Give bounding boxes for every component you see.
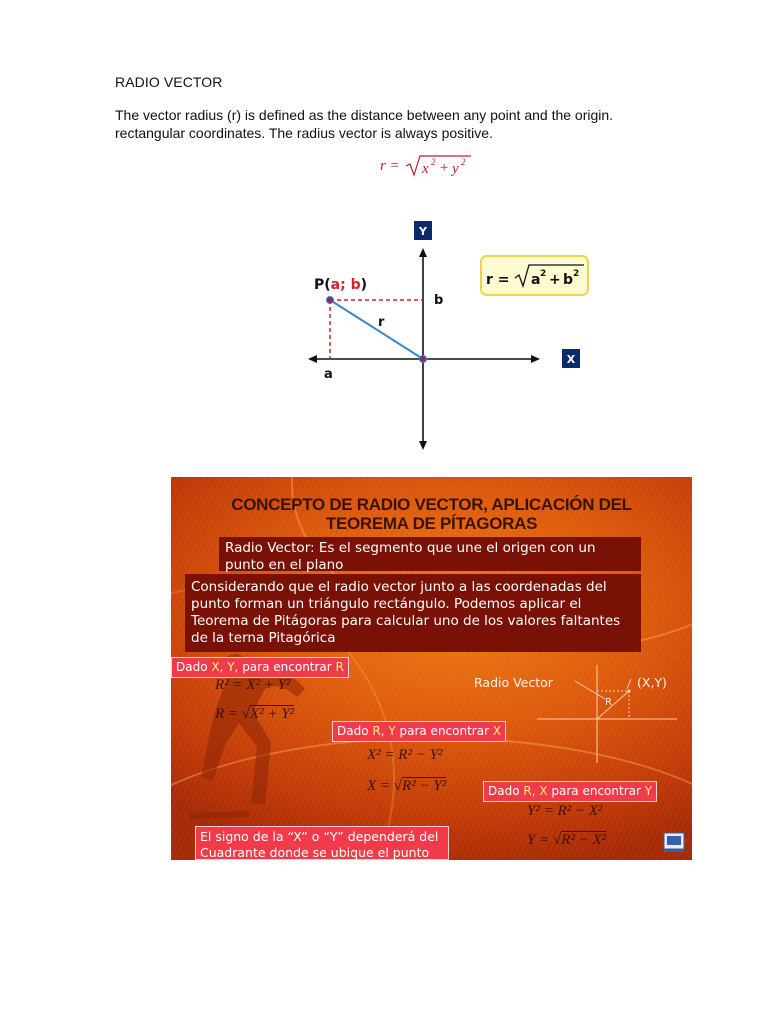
y-axis-arrow-down (419, 441, 427, 450)
formula-y: y (452, 161, 459, 177)
mini-r-label: R (605, 697, 612, 708)
radius-vector-line (330, 300, 423, 359)
radius-formula-image (376, 148, 486, 182)
label-highlight: R, X (523, 784, 548, 798)
sqrt-icon: √ (552, 832, 562, 848)
label-highlight: R, Y (372, 724, 396, 738)
label-text: Dado (337, 724, 373, 738)
point-label-prefix: P( (314, 277, 331, 293)
document-paragraph: The vector radius (r) is defined as the distance between any point and the origin. rectangular coordinates. The radius vector is always positive. (115, 107, 614, 141)
formula-exp-y: 2 (461, 157, 466, 167)
label-text: para encontrar (547, 784, 645, 798)
point-label-coords: a; b (330, 277, 361, 293)
y-axis-arrow-up (419, 248, 427, 257)
definition-box: Radio Vector: Es el segmento que une el origen con un punto en el plano (219, 537, 641, 571)
radio-vector-label: Radio Vector (474, 675, 553, 690)
label-find-y (483, 781, 657, 802)
y-axis-label: Y (419, 225, 427, 238)
equation-radicand: R² − X² (561, 832, 607, 848)
equation-x-squared: X² = R² − Y² (367, 747, 443, 763)
mini-vector-diagram (531, 659, 681, 769)
b-label: b (434, 293, 444, 308)
r-label: r (378, 315, 385, 330)
slide-title-line1: CONCEPTO DE RADIO VECTOR, APLICACIÓN DEL (231, 495, 632, 514)
equation-lhs: X = (367, 778, 391, 794)
equation-lhs: Y = (527, 832, 550, 848)
slide-title-line2: TEOREMA DE PÍTAGORAS (325, 514, 538, 533)
label-highlight: X (492, 724, 502, 738)
sqrt-icon: √ (241, 706, 251, 722)
x-axis-arrow-right (531, 355, 540, 363)
xy-point-label: (X,Y) (637, 675, 667, 690)
equation-y-root (527, 832, 606, 849)
point-label-suffix: ) (360, 277, 368, 293)
sign-note-box: El signo de la “X” o “Y” dependerá del Cuadrante donde se ubique el punto (195, 826, 449, 860)
formula-exp-x: 2 (431, 157, 436, 167)
document-title: RADIO VECTOR (115, 74, 223, 90)
equation-x-root (367, 778, 446, 795)
equation-lhs: R = (215, 706, 239, 722)
box-formula-lhs: r = (486, 272, 510, 288)
label-text: Dado (488, 784, 524, 798)
slide-title (171, 495, 692, 533)
equation-y-squared: Y² = R² − X² (527, 803, 603, 819)
formula-x: x (422, 161, 429, 177)
equation-radicand: X² + Y² (250, 706, 295, 722)
x-axis-arrow-left (308, 355, 317, 363)
label-highlight: Y (644, 784, 653, 798)
x-axis-label: X (566, 353, 576, 366)
formula-lhs: r = (380, 158, 400, 174)
equation-radicand: R² − Y² (402, 778, 447, 794)
point-p (327, 297, 334, 304)
label-text: Dado (176, 660, 212, 674)
equation-r-root (215, 706, 294, 723)
label-highlight: X, Y, (211, 660, 239, 674)
label-highlight: R (335, 660, 344, 674)
slide-image (171, 477, 692, 860)
box-formula-a: a (531, 272, 541, 288)
formula-plus: + (439, 160, 450, 176)
radius-vector-diagram (300, 218, 600, 454)
sqrt-icon: √ (393, 778, 403, 794)
a-label: a (324, 367, 333, 382)
box-formula-exp-a: 2 (540, 269, 547, 279)
label-find-r (171, 657, 349, 678)
publisher-logo (663, 832, 685, 852)
origin-point (420, 356, 427, 363)
label-find-x (332, 721, 506, 742)
equation-r-squared: R² = X² + Y² (215, 677, 291, 693)
box-formula-b: b (563, 272, 574, 288)
box-formula-exp-b: 2 (573, 269, 580, 279)
point-label (314, 277, 367, 293)
box-formula-plus: + (549, 272, 561, 288)
label-text: para encontrar (395, 724, 493, 738)
considering-box: Considerando que el radio vector junto a las coordenadas del punto forman un triángulo rectángulo. Podemos aplicar el Teorema de Pitágoras para calcular uno de los valores faltantes de la terna Pitagórica (185, 574, 641, 652)
label-text: para encontrar (238, 660, 336, 674)
